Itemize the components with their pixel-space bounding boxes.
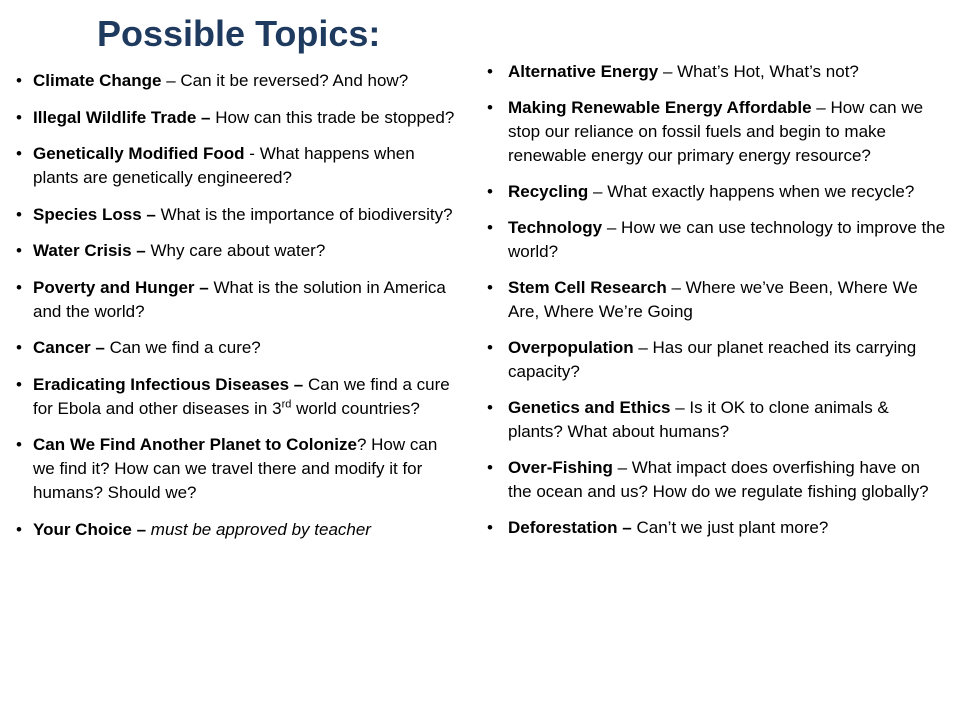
topic-description: Why care about water? [150, 241, 326, 260]
list-item [487, 60, 947, 84]
list-item [487, 516, 947, 540]
topic-description: What exactly happens when we recycle? [607, 182, 915, 201]
topic-heading: Illegal Wildlife Trade – [33, 107, 211, 127]
topic-heading: Cancer – [33, 338, 105, 357]
bullet-icon: • [16, 374, 22, 394]
ordinal-suffix: rd [281, 397, 292, 410]
topic-description: What impact does overfishing have on the ocean and us? How do we regulate fishing globally? [508, 458, 929, 501]
bullet-icon: • [487, 458, 493, 477]
list-item [16, 69, 456, 93]
topic-heading: Making Renewable Energy Affordable [508, 98, 812, 117]
list-item [16, 106, 456, 130]
topic-separator: – [612, 458, 632, 477]
topic-description: Is it OK to clone animals & plants? What about humans? [508, 398, 889, 441]
topic-description-end: world countries? [291, 398, 420, 418]
list-item [487, 276, 947, 324]
topic-heading: Poverty and Hunger – [33, 277, 209, 297]
bullet-icon: • [16, 241, 22, 260]
topic-heading: Over-Fishing [508, 458, 613, 477]
bullet-icon: • [487, 98, 493, 117]
topic-separator: – [811, 98, 831, 117]
topic-separator: – [602, 218, 622, 237]
bullet-icon: • [487, 62, 493, 81]
bullet-icon: • [16, 144, 22, 163]
topic-list-right [487, 60, 947, 552]
list-item [487, 336, 947, 384]
topic-heading: Eradicating Infectious Diseases – [33, 374, 304, 394]
topic-heading: Genetics and Ethics [508, 398, 671, 417]
topic-heading: Can We Find Another Planet to Colonize [33, 435, 357, 454]
bullet-icon: • [487, 218, 493, 237]
topic-description: What is the solution in America and the world? [33, 277, 446, 321]
list-item [16, 276, 456, 324]
topic-separator: – [633, 338, 653, 357]
bullet-icon: • [487, 398, 493, 417]
topic-heading: Genetically Modified Food [33, 144, 245, 163]
bullet-icon: • [16, 519, 22, 539]
topic-description: Can we find a cure for Ebola and other diseases in 3 [33, 374, 450, 418]
bullet-icon: • [16, 107, 22, 127]
topic-heading: Water Crisis – [33, 241, 146, 260]
list-item [487, 456, 947, 504]
list-item [16, 373, 456, 421]
topic-description: Has our planet reached its carrying capacity? [508, 338, 917, 381]
list-item [16, 518, 456, 542]
topic-description: ? How can we find it? How can we travel there and modify it for humans? Should we? [33, 435, 438, 502]
list-item [487, 96, 947, 168]
topic-separator: – [161, 71, 181, 90]
topic-description: How can we stop our reliance on fossil fuels and begin to make renewable energy our primary energy resource? [508, 98, 924, 165]
bullet-icon: • [487, 338, 493, 357]
bullet-icon: • [487, 182, 493, 201]
topic-separator: – [658, 62, 678, 81]
topic-heading: Overpopulation [508, 338, 634, 357]
topic-heading: Technology [508, 218, 603, 237]
topic-description: Can’t we just plant more? [636, 518, 829, 537]
bullet-icon: • [16, 204, 22, 224]
topic-list-left [16, 69, 456, 554]
list-item [16, 336, 456, 360]
list-item [16, 203, 456, 227]
list-item [487, 396, 947, 444]
topic-heading: Alternative Energy [508, 62, 659, 81]
topic-heading: Climate Change [33, 71, 162, 90]
topic-description: must be approved by teacher [150, 519, 371, 539]
topic-description: Where we’ve Been, Where We Are, Where We’re Going [508, 278, 918, 321]
topic-description: How we can use technology to improve the world? [508, 218, 946, 261]
topic-heading: Deforestation – [508, 518, 632, 537]
topic-separator: – [588, 182, 608, 201]
bullet-icon: • [16, 338, 22, 357]
list-item [16, 142, 456, 190]
topic-description: Can we find a cure? [109, 338, 261, 357]
topic-separator: – [670, 398, 690, 417]
topic-heading: Species Loss – [33, 204, 156, 224]
topic-heading: Stem Cell Research [508, 278, 667, 297]
topic-separator: - [244, 144, 260, 163]
page-title: Possible Topics: [97, 13, 381, 54]
topic-separator: – [666, 278, 686, 297]
topic-description: What’s Hot, What’s not? [677, 62, 859, 81]
topic-description: What is the importance of biodiversity? [160, 204, 453, 224]
bullet-icon: • [487, 278, 493, 297]
bullet-icon: • [16, 71, 22, 90]
topic-heading: Your Choice – [33, 519, 147, 539]
bullet-icon: • [16, 435, 22, 454]
topic-heading: Recycling [508, 182, 589, 201]
topic-description: What happens when plants are genetically engineered? [33, 144, 415, 187]
bullet-icon: • [487, 518, 493, 537]
list-item [487, 180, 947, 204]
topic-description: How can this trade be stopped? [215, 107, 455, 127]
list-item [16, 239, 456, 263]
bullet-icon: • [16, 277, 22, 297]
list-item [16, 433, 456, 505]
list-item [487, 216, 947, 264]
topic-description: Can it be reversed? And how? [180, 71, 409, 90]
